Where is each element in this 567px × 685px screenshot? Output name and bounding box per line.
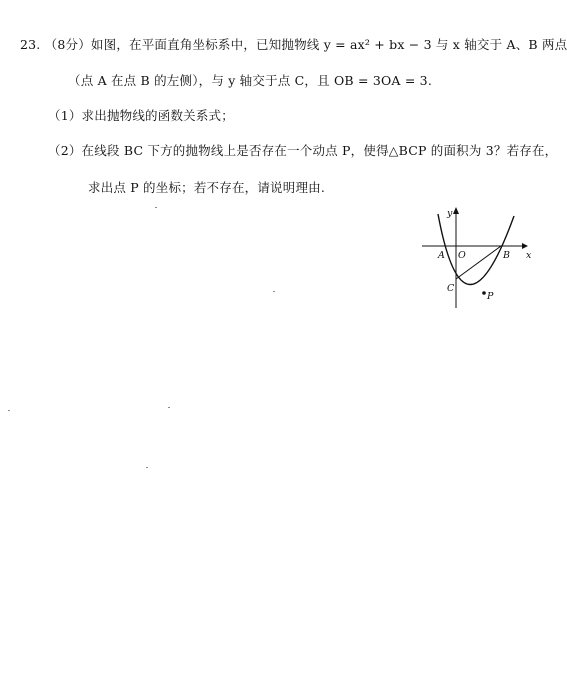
- label-x: x: [526, 250, 532, 261]
- problem-statement-line-1: （8分）如图，在平面直角坐标系中，已知抛物线 y = ax² + bx − 3 与 x 轴交于 A、B 两点: [44, 37, 567, 52]
- label-o: O: [458, 250, 466, 261]
- scan-speck: [273, 291, 275, 292]
- scan-speck: [168, 407, 170, 408]
- scan-speck: [155, 207, 157, 208]
- scan-speck: [146, 467, 148, 468]
- label-a: A: [438, 250, 445, 261]
- problem-statement-line-2: （点 A 在点 B 的左侧），与 y 轴交于点 C，且 OB = 3OA = 3.: [68, 73, 433, 88]
- label-y: y: [447, 208, 453, 219]
- y-axis-arrow: [453, 207, 459, 214]
- label-p: P: [487, 291, 494, 302]
- x-axis-arrow: [522, 243, 528, 249]
- question-part-2-line-1: （2）在线段 BC 下方的抛物线上是否存在一个动点 P，使得△BCP 的面积为 3？若存在，: [48, 143, 558, 158]
- point-p-dot: [482, 291, 486, 295]
- parabola-figure: [418, 204, 536, 312]
- scan-speck: [8, 410, 10, 411]
- label-b: B: [503, 250, 510, 261]
- label-c: C: [447, 283, 455, 294]
- problem-number: 23.: [20, 37, 41, 52]
- question-part-1: （1）求出抛物线的函数关系式；: [48, 108, 234, 123]
- problem-line-1: [20, 37, 567, 53]
- question-part-2-line-2: 求出点 P 的坐标；若不存在，请说明理由.: [88, 180, 326, 195]
